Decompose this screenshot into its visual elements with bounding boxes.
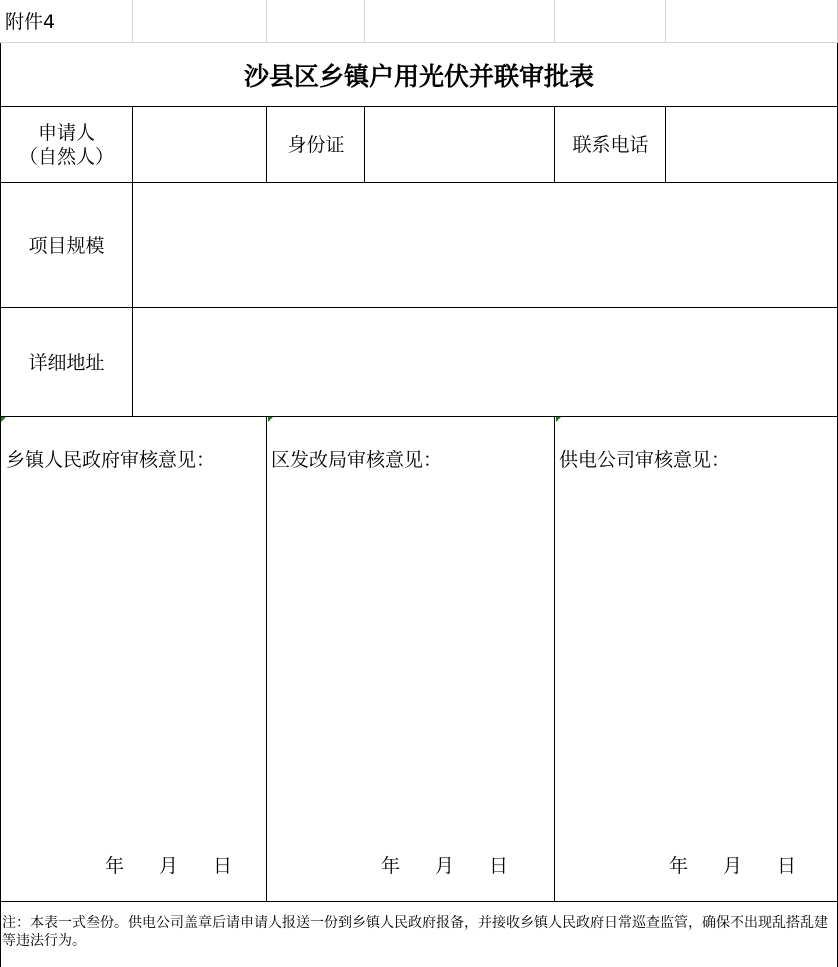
form-note: 注：本表一式叁份。供电公司盖章后请申请人报送一份到乡镇人民政府报备，并接收乡镇人民政府日常巡查监管，确保不出现乱搭乱建等违法行为。 [2,915,828,949]
project-scale-field[interactable] [133,183,838,308]
development-reform-review-label: 区发改局审核意见： [271,449,443,471]
day-label: 日 [213,855,233,877]
form-title: 沙县区乡镇户用光伏并联审批表 [243,61,594,91]
comment-marker-icon [1,417,6,422]
attachment-cell[interactable] [0,0,133,43]
empty-cell[interactable] [133,0,267,43]
table-border [0,307,838,308]
address-label: 详细地址 [28,351,105,374]
township-review-cell[interactable] [0,417,267,902]
power-company-review-label: 供电公司审核意见： [559,449,731,471]
phone-field[interactable] [666,106,838,183]
comment-marker-icon [556,417,561,422]
attachment-label: 附件4 [5,11,56,33]
township-review-label: 乡镇人民政府审核意见： [6,449,216,471]
table-border [364,106,365,183]
year-label: 年 [381,855,401,877]
address-field[interactable] [133,308,838,417]
power-company-review-cell[interactable] [555,417,838,902]
year-label: 年 [105,855,125,877]
empty-cell[interactable] [267,0,365,43]
table-border [0,901,838,902]
month-label: 月 [159,855,179,877]
applicant-label-line2: （自然人） [18,145,114,168]
table-border [554,417,555,902]
project-scale-label: 项目规模 [28,234,105,257]
table-border [266,106,267,183]
empty-cell[interactable] [666,0,838,43]
applicant-label-line1: 申请人 [37,121,95,144]
applicant-field[interactable] [133,106,267,183]
development-reform-review-cell[interactable] [267,417,555,902]
table-border [0,182,838,183]
table-border [665,106,666,183]
table-border [0,43,1,967]
table-border [554,106,555,183]
day-label: 日 [777,855,797,877]
empty-cell[interactable] [555,0,666,43]
month-label: 月 [723,855,743,877]
id-card-field[interactable] [365,106,555,183]
table-border [0,416,838,417]
month-label: 月 [435,855,455,877]
phone-label: 联系电话 [572,133,649,156]
table-border [0,106,838,107]
empty-cell[interactable] [365,0,555,43]
id-card-label: 身份证 [287,133,345,156]
year-label: 年 [669,855,689,877]
table-border [132,106,133,417]
day-label: 日 [489,855,509,877]
applicant-label [0,106,133,183]
comment-marker-icon [268,417,273,422]
table-border [266,417,267,902]
